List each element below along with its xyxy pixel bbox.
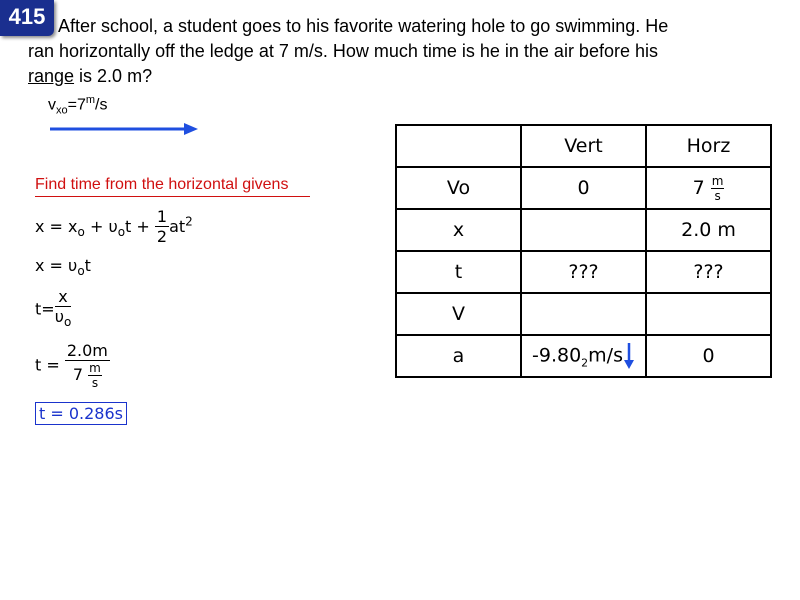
table-row xyxy=(396,209,771,251)
table-row xyxy=(396,167,771,209)
table-row xyxy=(396,335,771,377)
horz-cell: ??? xyxy=(646,251,771,293)
row-label: x xyxy=(396,209,521,251)
horz-cell xyxy=(646,293,771,335)
row-label: V xyxy=(396,293,521,335)
row-label: Vo xyxy=(396,167,521,209)
horz-cell: 2.0 m xyxy=(646,209,771,251)
simplified-equation: $x = \upsilon_ot$ xyxy=(35,256,91,279)
table-row xyxy=(396,293,771,335)
table-header-cell xyxy=(396,125,521,167)
time-result: t = 0.286s xyxy=(35,402,127,425)
problem-line-2: ran horizontally off the ledge at 7 m/s. How much time is he in the air before his xyxy=(28,41,658,61)
vert-cell: ??? xyxy=(521,251,646,293)
kinematic-equation: $x = x_o + \upsilon_ot$ + $\frac{1}{2}$ $at^2$ xyxy=(35,207,193,246)
time-formula: t= $\frac{x}{\upsilon_o}$ xyxy=(35,287,72,330)
row-label: a xyxy=(396,335,521,377)
table-header-cell: Vert xyxy=(521,125,646,167)
problem-range-word: range xyxy=(28,66,75,86)
velocity-label: $v_{xo}=7^m/s$ xyxy=(48,94,108,117)
horz-cell: 0 xyxy=(646,335,771,377)
problem-line-1: After school, a student goes to his favorite watering hole to go swimming. He xyxy=(58,16,669,36)
vert-cell xyxy=(521,293,646,335)
problem-tail: is 2.0 m? xyxy=(74,66,153,86)
table-row xyxy=(396,251,771,293)
vert-cell xyxy=(521,209,646,251)
row-label: t xyxy=(396,251,521,293)
table-header-cell: Horz xyxy=(646,125,771,167)
slide-number: 415 xyxy=(8,4,46,29)
givens-table xyxy=(395,124,772,378)
horz-cell: 7 $\frac{m}{s}$ xyxy=(646,167,771,209)
velocity-arrow-icon xyxy=(48,120,200,138)
vert-cell: $-9.80_2m/s$ xyxy=(521,335,646,377)
down-arrow-icon xyxy=(623,342,635,370)
work-heading: Find time from the horizontal givens xyxy=(35,176,310,197)
time-substitution: t = 2.0m 7 $\frac{m}{s}$ xyxy=(35,341,108,390)
table-header-row xyxy=(396,125,771,167)
vert-cell: 0 xyxy=(521,167,646,209)
problem-statement xyxy=(28,14,768,89)
